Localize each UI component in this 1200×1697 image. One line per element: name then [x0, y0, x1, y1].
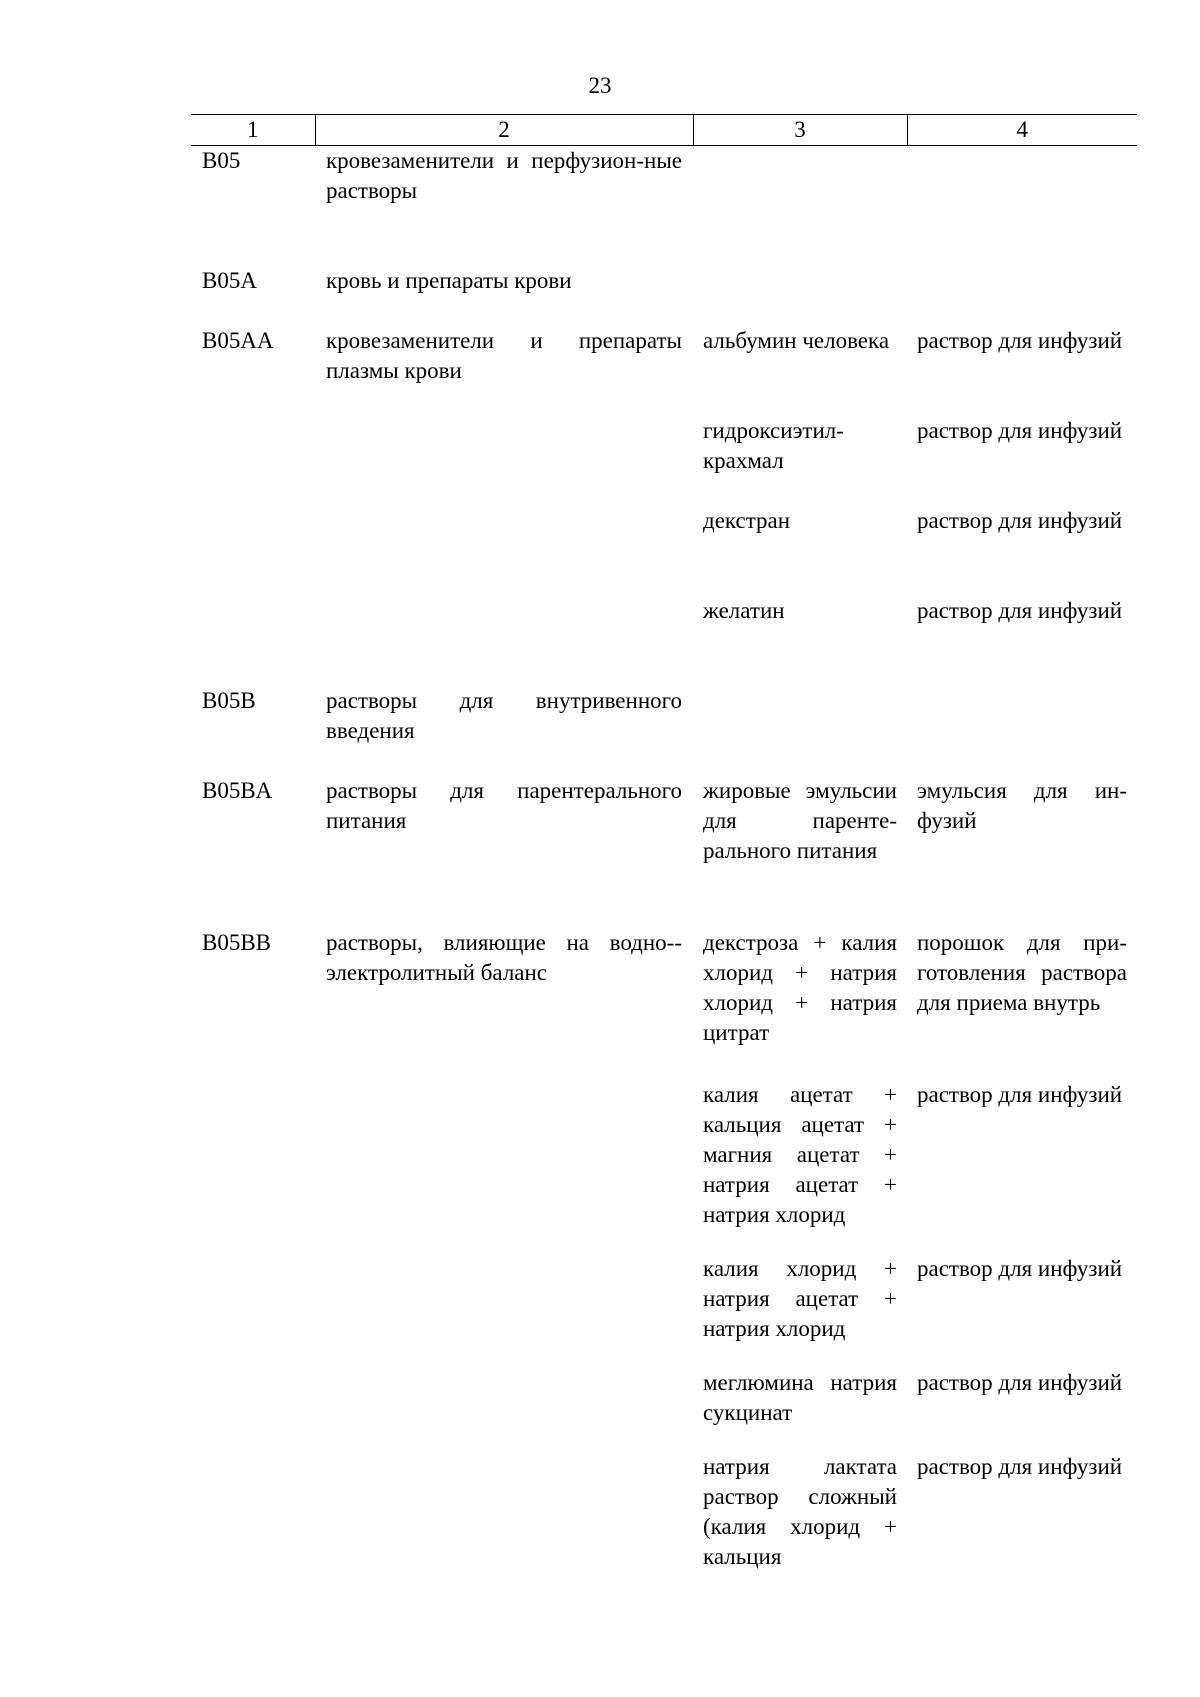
group-name-cell	[315, 1452, 693, 1572]
table-row	[191, 596, 1137, 686]
atc-code-cell: B05	[202, 148, 241, 173]
dosage-form-cell: раствор для инфузий	[917, 1369, 1123, 1395]
group-name-cell	[315, 1254, 693, 1368]
dosage-form-cell: раствор для инфузий	[917, 597, 1123, 623]
atc-code-cell	[191, 506, 315, 596]
table-row	[191, 506, 1137, 596]
atc-code-cell: B05BA	[202, 777, 273, 803]
atc-code-cell	[191, 1368, 315, 1452]
header-col-2: 2	[315, 115, 693, 146]
drug-name-cell: декстроза + калия хлорид + натрия хлорид + натрия цитрат	[703, 929, 897, 1045]
dosage-form-cell	[907, 686, 1137, 776]
group-name-cell	[315, 416, 693, 506]
table-row	[191, 266, 1137, 326]
atc-code-cell: B05A	[202, 267, 257, 293]
drug-name-cell: альбумин человека	[703, 327, 890, 353]
table-body	[191, 146, 1137, 1572]
table-row	[191, 326, 1137, 416]
group-name-cell	[315, 596, 693, 686]
atc-code-cell	[191, 596, 315, 686]
table-row	[191, 1254, 1137, 1368]
table-row	[191, 146, 1137, 266]
header-col-4: 4	[907, 115, 1137, 146]
atc-code-cell: B05BB	[202, 929, 272, 955]
dosage-form-cell: раствор для инфузий	[917, 417, 1123, 443]
drug-name-cell: жировые эмульсии для парентерального питания	[703, 777, 897, 863]
group-name-cell	[315, 1080, 693, 1254]
dosage-form-cell: раствор для инфузий	[917, 507, 1123, 533]
dosage-form-cell	[907, 146, 1137, 266]
atc-code-cell	[191, 1254, 315, 1368]
group-name-cell: растворы для внутривенного введения	[326, 687, 682, 743]
dosage-form-cell: раствор для инфузий	[917, 1453, 1123, 1479]
drug-name-cell	[693, 686, 907, 776]
dosage-form-cell: раствор для инфузий	[917, 1255, 1123, 1281]
drug-name-cell	[693, 266, 907, 326]
drug-table	[191, 114, 1137, 1572]
table-row	[191, 776, 1137, 928]
group-name-cell	[315, 506, 693, 596]
dosage-form-cell	[907, 266, 1137, 326]
group-name-cell: кровь и препараты крови	[326, 267, 572, 293]
atc-code-cell	[191, 416, 315, 506]
group-name-cell: растворы для парентерального питания	[326, 777, 682, 833]
table-header	[191, 115, 1137, 146]
drug-name-cell: желатин	[703, 597, 785, 623]
group-name-cell	[315, 1368, 693, 1452]
dosage-form-cell: эмульсия для инфузий	[917, 777, 1127, 833]
drug-name-cell: декстран	[703, 507, 791, 533]
group-name-cell: кровезаменители и перфузион-ные растворы	[326, 148, 682, 203]
page-number: 23	[588, 73, 612, 98]
atc-code-cell: B05AA	[202, 327, 274, 353]
header-col-3: 3	[693, 115, 907, 146]
group-name-cell: кровезаменители и препараты плазмы крови	[326, 327, 682, 383]
table-row	[191, 1452, 1137, 1572]
atc-code-cell	[191, 1452, 315, 1572]
table-row	[191, 1080, 1137, 1254]
drug-name-cell	[693, 146, 907, 266]
drug-name-cell: меглюмина натрия сукцинат	[703, 1369, 897, 1425]
table-row	[191, 686, 1137, 776]
drug-name-cell: натрия лактата раствор сложный (калия хлорид + кальция	[703, 1453, 897, 1569]
dosage-form-cell: раствор для инфузий	[917, 1081, 1123, 1107]
atc-code-cell: B05B	[202, 687, 256, 713]
table-row	[191, 416, 1137, 506]
drug-name-cell: калия хлорид + натрия ацетат + натрия хлорид	[703, 1255, 897, 1341]
header-col-1: 1	[191, 115, 315, 146]
drug-name-cell: гидроксиэтилкрахмал	[703, 417, 844, 473]
drug-name-cell: калия ацетат + кальция ацетат + магния ацетат + натрия ацетат + натрия хлорид	[703, 1081, 897, 1227]
atc-code-cell	[191, 1080, 315, 1254]
table-row	[191, 928, 1137, 1080]
dosage-form-cell: раствор для инфузий	[917, 327, 1123, 353]
group-name-cell: растворы, влияющие на водно-электролитный баланс	[326, 929, 682, 985]
table-row	[191, 1368, 1137, 1452]
dosage-form-cell: порошок для приготовления раствора для приема внутрь	[917, 929, 1127, 1015]
